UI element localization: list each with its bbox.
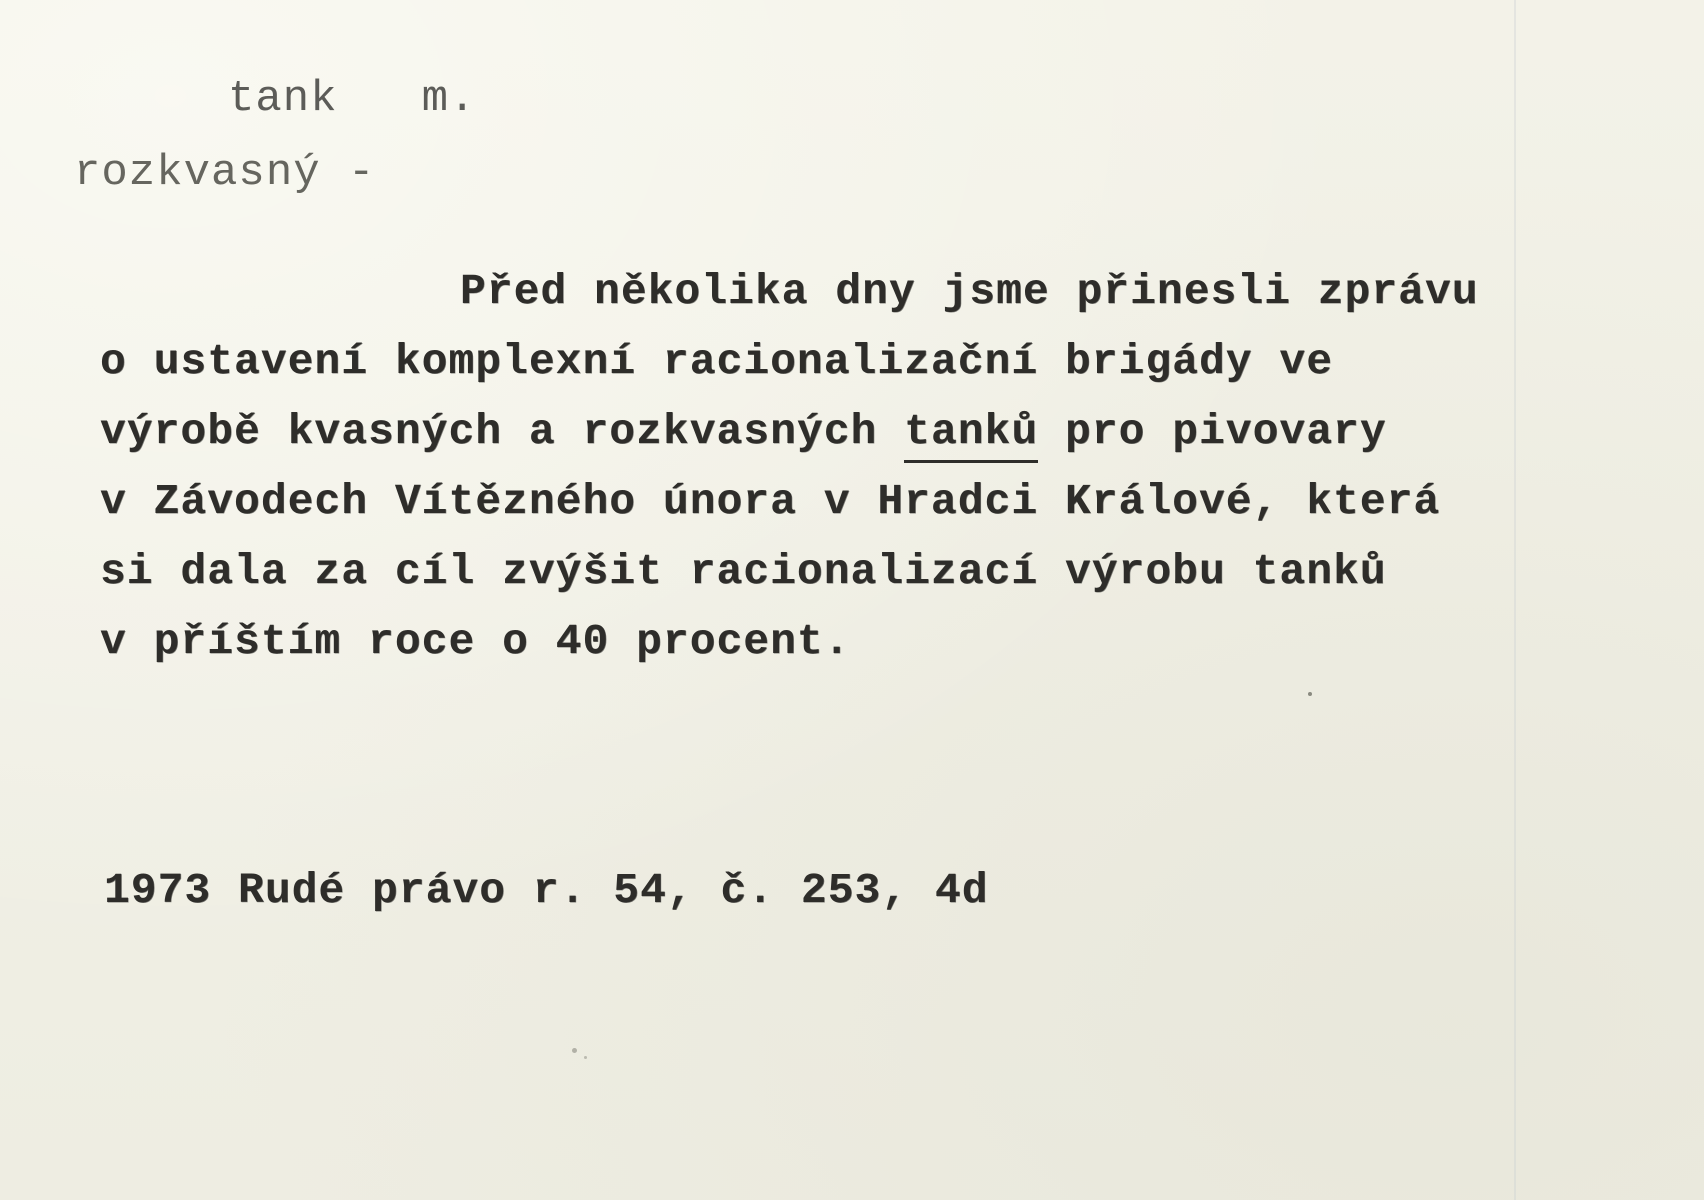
underlined-keyword: tanků <box>904 407 1038 463</box>
citation-text <box>100 257 1640 677</box>
source-reference: 1973 Rudé právo r. 54, č. 253, 4d <box>104 866 989 915</box>
citation-line-part: pro pivovary <box>1038 407 1387 456</box>
citation-line <box>100 397 1640 467</box>
citation-line-part: výrobě kvasných a rozkvasných <box>100 407 905 456</box>
headword <box>228 74 476 124</box>
citation-line: Před několika dny jsme přinesli zprávu <box>460 267 1479 316</box>
paper-speck <box>572 1048 577 1053</box>
citation-line: v příštím roce o 40 procent. <box>100 617 851 666</box>
citation-line: v Závodech Vítězného února v Hradci Králové, která <box>100 477 1441 526</box>
citation-line: si dala za cíl zvýšit racionalizací výrobu tanků <box>100 547 1387 596</box>
grammatical-gender: m. <box>421 74 477 124</box>
citation-line: o ustavení komplexní racionalizační brigády ve <box>100 337 1333 386</box>
headword-text: tank <box>228 74 338 124</box>
subentry-phrase: rozkvasný - <box>74 148 376 198</box>
paper-speck <box>584 1056 587 1059</box>
paper-speck <box>1308 692 1312 696</box>
